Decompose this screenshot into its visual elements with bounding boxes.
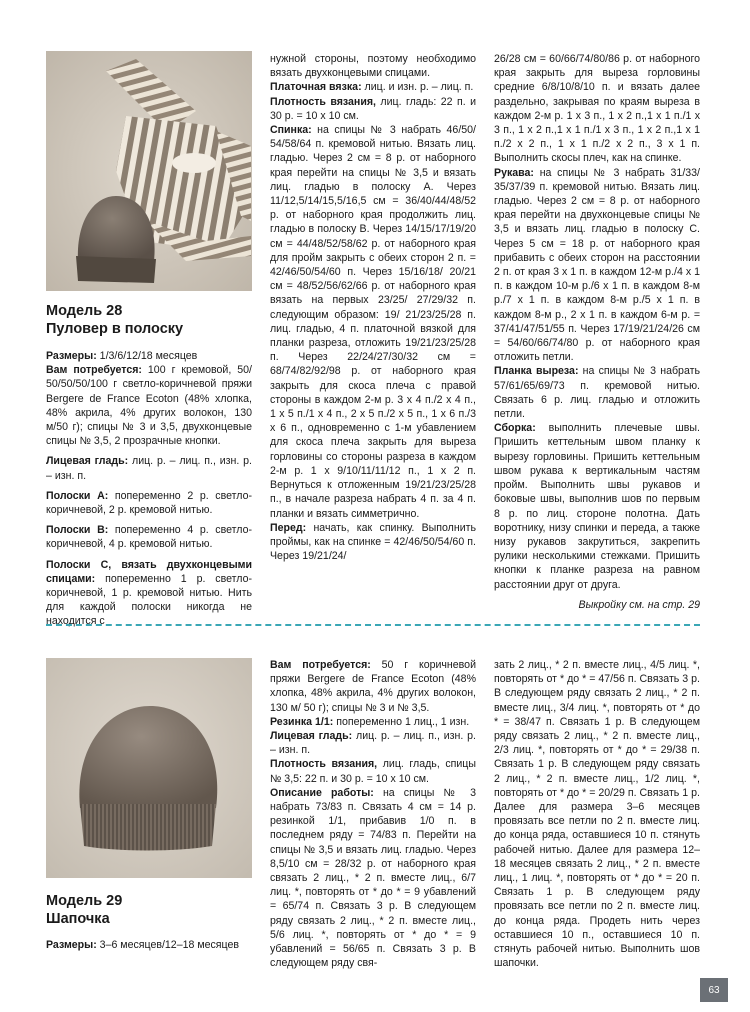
paragraph: Планка выреза: на спицы № 3 набрать 57/61/65/69/73 п. кремовой нитью. Связать 6 р. лиц. гладью и отложить петли. [494, 365, 700, 421]
pattern-reference: Выкройку см. на стр. 29 [578, 598, 700, 611]
paragraph: Полоски В: попеременно 4 р. светло-коричневой, 4 р. кремовой нитью. [46, 524, 252, 551]
paragraph: зать 2 лиц., * 2 п. вместе лиц., 4/5 лиц. *, повторять от * до * = 47/56 п. Связать 3 р. В следующем ряду связать 2 лиц., * 2 п. вместе лиц., 3/4 лиц. *, повторять от * до * = 38/47 п. Связать 1 р. В следующем ряду связать 2 лиц., * 2 п. вместе лиц., 2/3 лиц. *, повторять от * до * = 29/38 п. Связать 1 р. В следующем ряду связать 2 лиц., * 2 п. вместе лиц., 1/2 лиц. *, повторять от * до * = 20/29 п. Связать 1 р. Далее для размера 3–6 месяцев провязать все петли по 2 п. вместе лиц. до конца ряда, оставшиеся 10 п. стянуть рабочей нитью. Далее для размера 12–18 месяцев связать 2 лиц., * 2 п. вместе лиц., 1 лиц. *, повторять от * до * = 20 п. Связать 1 р. В следующем ряду провязать все петли по 2 п. вместе лиц. до конца ряда. Продеть нить через оставшиеся 10 п., оставшиеся 10 п. стянуть рабочей нитью. Выполнить шов шапочки. [494, 659, 700, 970]
paragraph: Плотность вязания, лиц. гладь, спицы № 3,5: 22 п. и 30 р. = 10 х 10 см. [270, 758, 476, 785]
model28-name: Пуловер в полоску [46, 321, 184, 337]
paragraph: Вам потребуется: 100 г кремовой, 50/ 50/50/50/100 г светло-коричневой пряжи Bergere de France Ecoton (48% хлопка, 48% акрила, 4% других волокон, 130 м/50 г); спицы № 3 и 3,5, двухконцевые спицы № 3,5, 2 прозрачные кнопки. [46, 364, 252, 448]
model28-column-3 [494, 52, 700, 612]
paragraph: Рукава: на спицы № 3 набрать 31/33/ 35/37/39 п. кремовой нитью. Вязать лиц. гладью. Через 2 см = 8 р. от наборного края перейти на двухконцевые спицы № 3,5 и вязать лиц. гладью в полоску С. Через 5 см = 18 р. от наборного края прибавить с обеих сторон на расстоянии 2 п. от края 3 х 1 п. в каждом 12-м р./4 х 1 п. в каждом 10-м р./6 х 1 п. в каждом 8-м р./7 х 1 п. в каждом 8-м р./5 х 1 п. в каждом 8-м р., 2 х 1 п. в каждом 6-м р. = 37/41/47/51/55 п. Через 17/19/21/24/26 см = 54/60/66/74/80 р. от наборного края отложить петли. [494, 166, 700, 364]
model29-sizes [46, 938, 256, 952]
model28-column-2 [270, 52, 476, 563]
section-divider [46, 624, 700, 626]
paragraph: Размеры: 3–6 месяцев/12–18 месяцев [46, 939, 239, 951]
model29-column-3 [494, 658, 700, 970]
model29-number: Модель 29 [46, 893, 123, 909]
pullover-photo [46, 51, 252, 291]
paragraph: Лицевая гладь: лиц. р. – лиц. п., изн. р. – изн. п. [270, 730, 476, 757]
pullover-illustration [46, 51, 252, 291]
paragraph: Полоски С, вязать двухконцевыми спицами: попеременно 1 р. светло-коричневой, 1 р. кремовой нитью. Нить для каждой полоски никогда не находится с [46, 558, 252, 628]
page-number: 63 [700, 978, 728, 1002]
paragraph: Сборка: выполнить плечевые швы. Пришить кеттельным швом планку к вырезу горловины. Пришить кеттельным швом рукава к вертикальным частям пройм. Выполнить швы рукавов и боковые швы, выполнив шов по первым 8 р. по лиц. стороне полотна. Дать воротнику, низу спинки и переда, а также низу рукавов закрутиться, закрепить рулики несколькими стежками. Пришить кнопки к планке разреза на равном расстоянии друг от друга. [494, 422, 700, 591]
paragraph: Лицевая гладь: лиц. р. – лиц. п., изн. р. – изн. п. [46, 455, 252, 482]
model29-title [46, 892, 256, 928]
paragraph: Плотность вязания, лиц. гладь: 22 п. и 30 р. = 10 х 10 см. [270, 95, 476, 122]
model29-name: Шапочка [46, 911, 110, 927]
paragraph: Платочная вязка: лиц. и изн. р. – лиц. п. [270, 81, 474, 94]
paragraph: Вам потребуется: 50 г коричневой пряжи Bergere de France Ecoton (48% хлопка, 48% акрила, 4% других волокон, 130 м/ 50 г); спицы № 3 и № 3,5. [270, 659, 476, 714]
paragraph: 26/28 см = 60/66/74/80/86 р. от наборного края закрыть для выреза горловины средние 6/8/10/8/10 п. и вязать далее раздельно, закрывая по краям выреза в каждом 2-м р. 1 х 3 п., 1 х 2 п.,1 х 1 п./1 х 3 п., 1 х 2 п.,1 х 1 п./1 х 3 п., 1 х 2 п.,1 х 1 п./2 х 2 п., 1 х 1 п./2 х 2 п., 3 х 1 п. Выполнить скосы плеч, как на спинке. [494, 53, 700, 165]
model28-title [46, 302, 256, 338]
paragraph: Резинка 1/1: попеременно 1 лиц., 1 изн. [270, 715, 470, 728]
paragraph: Размеры: 1/3/6/12/18 месяцев [46, 350, 198, 362]
model28-column-1 [46, 349, 252, 629]
paragraph: нужной стороны, поэтому необходимо вязать двухконцевыми спицами. [270, 53, 476, 80]
hat-illustration [46, 658, 252, 878]
hat-photo [46, 658, 252, 878]
paragraph: Описание работы: на спицы № 3 набрать 73/83 п. Связать 4 см = 14 р. резинкой 1/1, прибавив 1/0 п. в последнем ряду = 74/83 п. Перейти на спицы № 3,5 и вязать лиц. гладью. Через 8,5/10 см = 28/32 р. от наборного края связать 2 лиц., * 2 п. вместе лиц., 6/7 лиц. *, повторять от * до * = 9 убавлений = 65/74 п. Связать 3 р. В следующем ряду связать 2 лиц., * 2 п. вместе лиц., 5/6 лиц. *, повторять от * до * = 9 убавлений = 56/65 п. Связать 3 р. В следующем ряду свя- [270, 786, 477, 970]
model28-number: Модель 28 [46, 303, 123, 319]
paragraph: Полоски А: попеременно 2 р. светло-коричневой, 2 р. кремовой нитью. [46, 489, 252, 517]
model29-column-2 [270, 658, 476, 970]
paragraph: Перед: начать, как спинку. Выполнить проймы, как на спинке = 42/46/50/54/60 п. Через 19/21/24/ [270, 521, 476, 563]
paragraph: Спинка: на спицы № 3 набрать 46/50/ 54/58/64 п. кремовой нитью. Вязать лиц. гладью. Через 2 см = 8 р. от наборного края перейти на спицы № 3,5 и вязать лиц. гладью в полоску А. Через 11/12,5/14/15,5/16,5 см = 36/40/44/48/52 р. от наборного края продолжить лиц. гладью в полоску В. Через 14/15/17/19/20 см = 44/48/52/58/62 р. от наборного края для пройм закрыть с обеих сторон 2 п. = 42/46/50/54/60 п. Через 15/16/18/ 20/21 см = 48/52/56/62/66 р. от наборного края вязать на первых 23/25/ 27/29/32 п. следующим образом: 19/ 21/23/25/28 п. лиц. гладью, 4 п. платочной вязкой для планки разреза, отложить 19/21/23/25/28 п. Через 22/24/27/30/32 см = 68/74/82/92/98 р. от наборного края закрыть для скоса плеча с правой стороны в каждом 2-м р. 3 х 4 п./2 х 4 п., 1 х 5 п./1 х 4 п., 2 х 5 п./2 х 5 п., 1 х 6 п./3 х 6 п., одновременно с 1-м убавлением для скоса плеча закрыть для выреза горловины со стороны разреза в каждом 2-м р. 1 х 9/10/11/11/12 п., 1 х 2 п. Вернуться к отложенным 19/21/23/25/28 п., в начале разреза набрать 4 п. за 4 п. планки и вязать симметрично. [270, 124, 476, 520]
